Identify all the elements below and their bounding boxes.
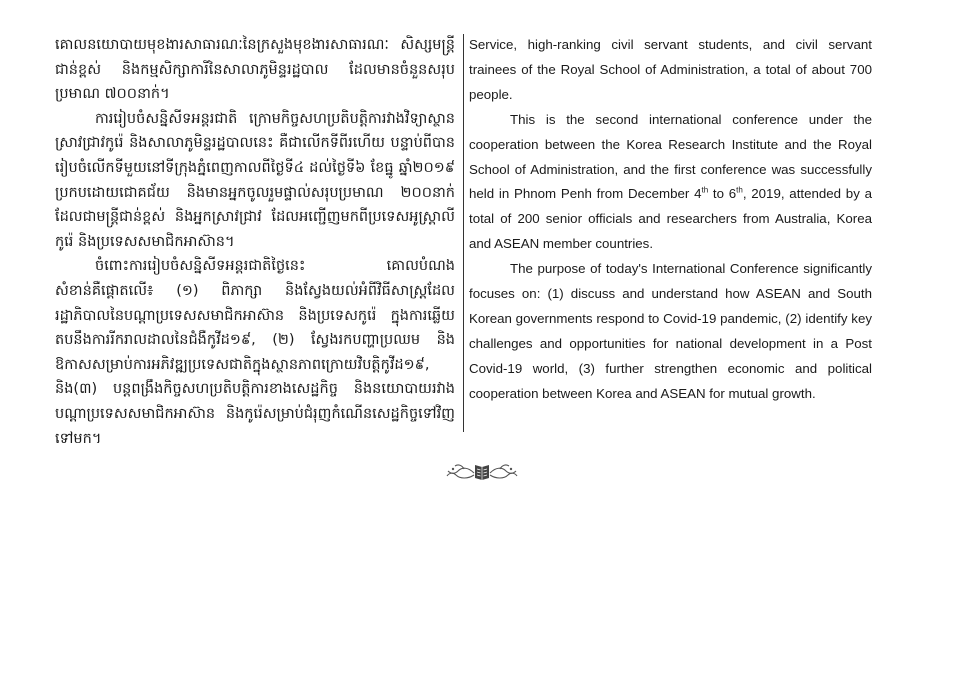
ordinal-suffix: th: [701, 186, 709, 196]
book-flourish-icon: [444, 459, 520, 483]
khmer-text-column: [55, 33, 455, 451]
column-divider: [463, 34, 464, 432]
english-paragraph-3: The purpose of today's International Conference significantly focuses on: (1) discuss and understand how ASEAN and South Korean governments respond to Covid-19 pandemic, (2) identify key challenges and opportunities for national development in a Post Covid-19 world, (3) further strengthen economic and political cooperation between Korea and ASEAN for mutual growth.: [469, 261, 872, 401]
english-text-column: [469, 33, 872, 407]
english-paragraph-2-part-c: , 2019, attended by a total of 200 senior officials and researchers from Australia, Korea and ASEAN member countries.: [469, 186, 872, 252]
english-paragraph-2-part-b: to 6: [708, 186, 737, 202]
khmer-paragraph-2: ការរៀបចំសន្និសីទអន្តរជាតិ ក្រោមកិច្ចសហប្រតិបត្តិការវាងវិទ្យាស្ថានស្រាវជ្រាវកូរ៉េ និងសាលាភូមិន្ទរដ្ឋបាលនេះ គឺជាលើកទីពីរហើយ បន្ទាប់ពីបានរៀបចំលើកទីមួយនៅទីក្រុងភ្នំពេញកាលពីថ្ងៃទី៤ ដល់ថ្ងៃទី៦ ខែធ្នូ ឆ្នាំ២០១៩ ប្រកបដោយជោគជ័យ និងមានអ្នកចូលរួមផ្ទាល់សរុបប្រមាណ ២០០នាក់ ដែលជាមន្ត្រីជាន់ខ្ពស់ និងអ្នកស្រាវជ្រាវ ដែលអញ្ជើញមកពីប្រទេសអូស្រ្តាលី កូរ៉េ និងប្រទេសសមាជិកអាស៊ាន។: [55, 110, 455, 250]
khmer-paragraph-1: គោលនយោបាយមុខងារសាធារណៈនៃក្រសួងមុខងារសាធារណៈ សិស្សមន្ត្រីជាន់ខ្ពស់ និងកម្មសិក្សាការីនៃសាលាភូមិន្ទរដ្ឋបាល ដែលមានចំនួនសរុបប្រមាណ ៧០០នាក់។: [55, 37, 455, 103]
ordinal-suffix: th: [736, 186, 743, 196]
english-paragraph-2: [469, 108, 872, 257]
khmer-paragraph-3: ចំពោះការរៀបចំសន្និសីទអន្តរជាតិថ្ងៃនេះ គោលបំណងសំខាន់គឺផ្តោតលើ៖ (១) ពិភាក្សា និងស្វែងយល់អំពីវិធីសាស្រ្តដែលរដ្ឋាភិបាលនៃបណ្តាប្រទេសសមាជិកអាស៊ាន និងប្រទេសកូរ៉េ ក្នុងការឆ្លើយតបនឹងការរីករាលដាលនៃជំងឺកូវីដ១៩, (២) ស្វែងរកបញ្ហាប្រឈម និងឱកាសសម្រាប់ការអភិវឌ្ឍប្រទេសជាតិក្នុងស្ថានភាពក្រោយវិបត្តិកូវីដ១៩, និង(៣) បន្តពង្រឹងកិច្ចសហប្រតិបត្តិការខាងសេដ្ឋកិច្ច និងនយោបាយរវាងបណ្តាប្រទេសសមាជិកអាស៊ាន និងកូរ៉េសម្រាប់ជំរុញកំណើនសេដ្ឋកិច្ចទៅវិញទៅមក។: [55, 258, 455, 447]
english-paragraph-2-part-a: This is the second international conference under the cooperation between the Korea Research Institute and the Royal School of Administration, and the first conference was successfully held in Phnom Penh from December 4: [469, 111, 872, 202]
english-paragraph-1: Service, high-ranking civil servant students, and civil servant trainees of the Royal School of Administration, a total of about 700 people.: [469, 37, 872, 102]
